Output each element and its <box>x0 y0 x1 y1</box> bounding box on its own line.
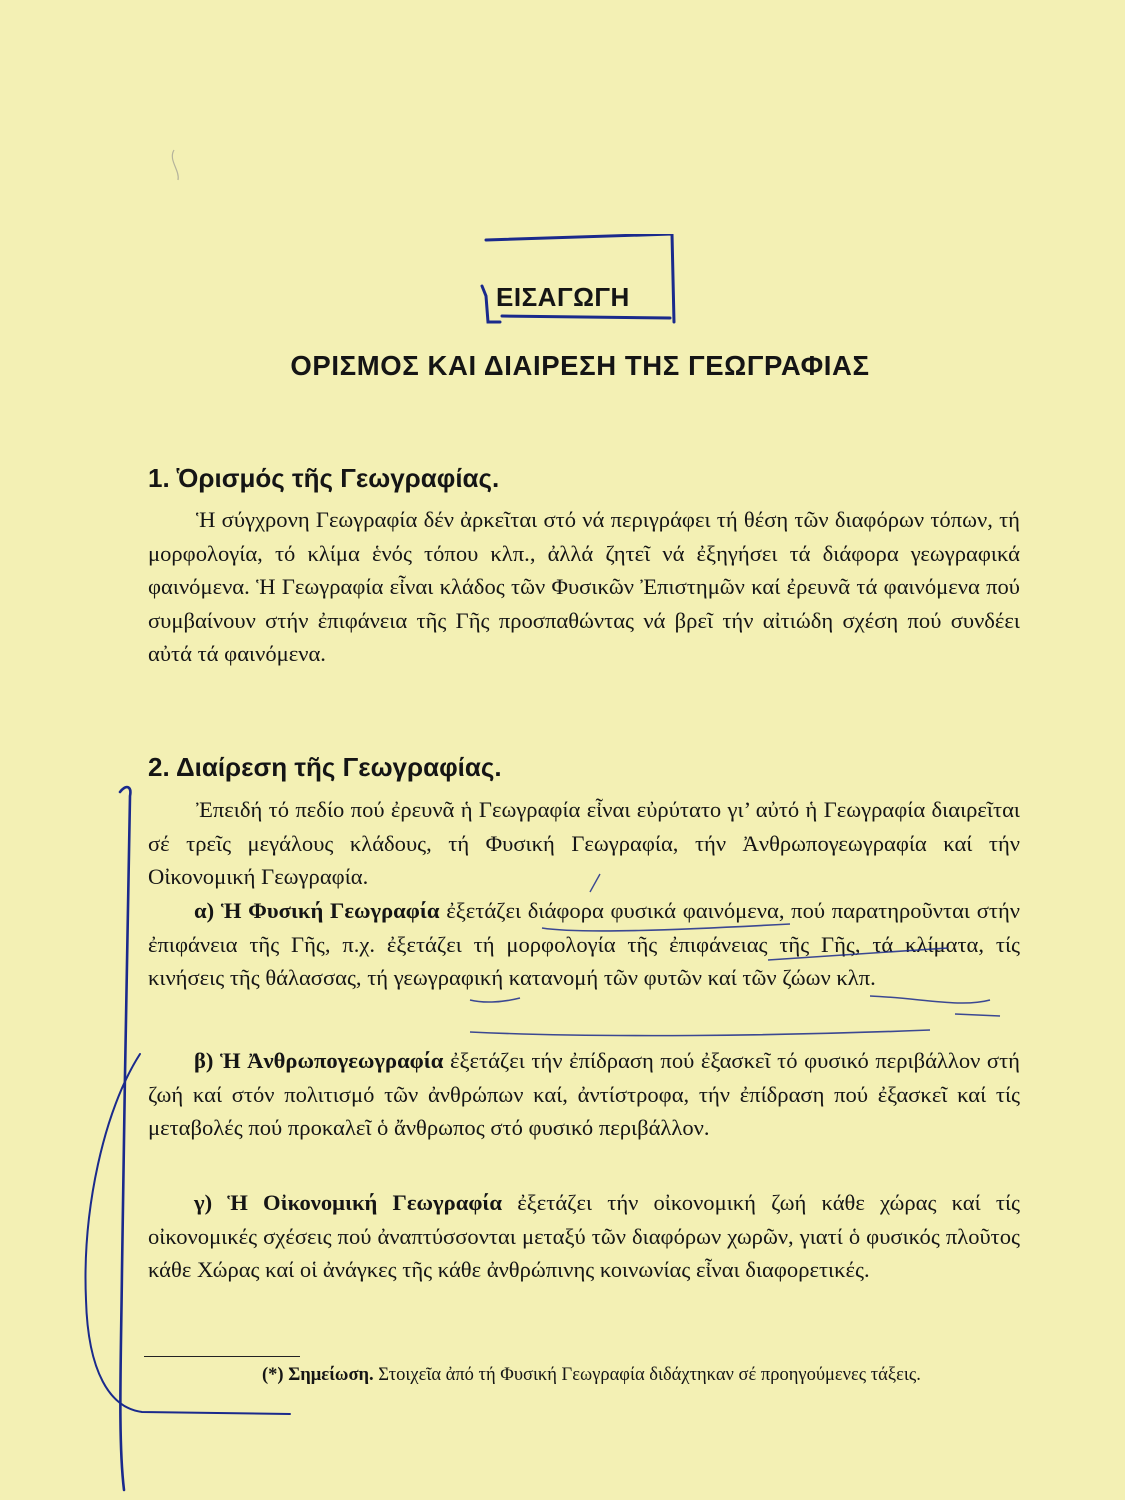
section-1-heading: 1. Ὁρισμός τῆς Γεωγραφίας. <box>148 463 500 493</box>
footnote-marker: (*) Σημείωση. <box>262 1365 374 1385</box>
section-2-intro: Ἐπειδή τό πεδίο πού ἐρευνᾶ ἡ Γεωγραφία εἶναι εὐρύτατο γι’ αὐτό ἡ Γεωγραφία διαιρεῖται σέ τρεῖς μεγάλους κλάδους, τή Φυσική Γεωγραφία, τήν Ἀνθρωπογεωγραφία καί τήν Οἰκονομική Γεωγραφία. <box>148 797 1020 889</box>
section-2-item-a: α) Ἡ Φυσική Γεωγραφία ἐξετάζει διάφορα φυσικά φαινόμενα, πού παρατηροῦνται στήν ἐπιφάνεια τῆς Γῆς, π.χ. ἐξετάζει τή μορφολογία τῆς ἐπιφάνειας τῆς Γῆς, τά κλίματα, τίς κινήσεις τῆς θάλασσας, τή γεωγραφική κατανομή τῶν φυτῶν καί τῶν ζώων κλπ. <box>148 898 1020 990</box>
chapter-title: ΕΙΣΑΓΩΓΗ <box>496 282 630 312</box>
footnote: (*) Σημείωση. Στοιχεῖα ἀπό τή Φυσική Γεωγραφία διδάχτηκαν σέ προηγούμενες τάξεις. <box>262 1365 921 1385</box>
item-a-label: α) Ἡ Φυσική Γεωγραφία <box>194 898 440 923</box>
item-c-label: γ) Ἡ Οἰκονομική Γεωγραφία <box>194 1190 503 1215</box>
section-2-item-c: γ) Ἡ Οἰκονομική Γεωγραφία ἐξετάζει τήν οἰκονομική ζωή κάθε χώρας καί τίς οἰκονομικές σχέσεις πού ἀναπτύσσονται μεταξύ τῶν διαφόρων χωρῶν, γιατί ὁ φυσικός πλοῦτος κάθε Χώρας καί οἱ ἀνάγκες τῆς κάθε ἀνθρώπινης κοινωνίας εἶναι διαφορετικές. <box>148 1190 1020 1282</box>
section-2-heading: 2. Διαίρεση τῆς Γεωγραφίας. <box>148 752 502 782</box>
footnote-divider <box>144 1356 300 1357</box>
page-title: ΟΡΙΣΜΟΣ ΚΑΙ ΔΙΑΙΡΕΣΗ ΤΗΣ ΓΕΩΓΡΑΦΙΑΣ <box>290 350 870 381</box>
item-b-label: β) Ἡ Ἀνθρωπογεωγραφία <box>194 1048 444 1073</box>
section-2-item-b: β) Ἡ Ἀνθρωπογεωγραφία ἐξετάζει τήν ἐπίδραση πού ἐξασκεῖ τό φυσικό περιβάλλον στή ζωή καί στόν πολιτισμό τῶν ἀνθρώπων καί, ἀντίστροφα, τήν ἐπίδραση πού ἐξασκεῖ καί τίς μεταβολές πού προκαλεῖ ὁ ἄνθρωπος στό φυσικό περιβάλλον. <box>148 1048 1020 1140</box>
section-1-paragraph: Ἡ σύγχρονη Γεωγραφία δέν ἀρκεῖται στό νά περιγράφει τή θέση τῶν διαφόρων τόπων, τή μορφολογία, τό κλίμα ἑνός τόπου κλπ., ἀλλά ζητεῖ νά ἐξηγήσει τά διάφορα γεωγραφικά φαινόμενα. Ἡ Γεωγραφία εἶναι κλάδος τῶν Φυσικῶν Ἐπιστημῶν καί ἐρευνᾶ τά φαινόμενα πού συμβαίνουν στήν ἐπιφάνεια τῆς Γῆς προσπαθώντας νά βρεῖ τήν αἰτιώδη σχέση πού συνδέει αὐτά τά φαινόμενα. <box>148 507 1020 666</box>
